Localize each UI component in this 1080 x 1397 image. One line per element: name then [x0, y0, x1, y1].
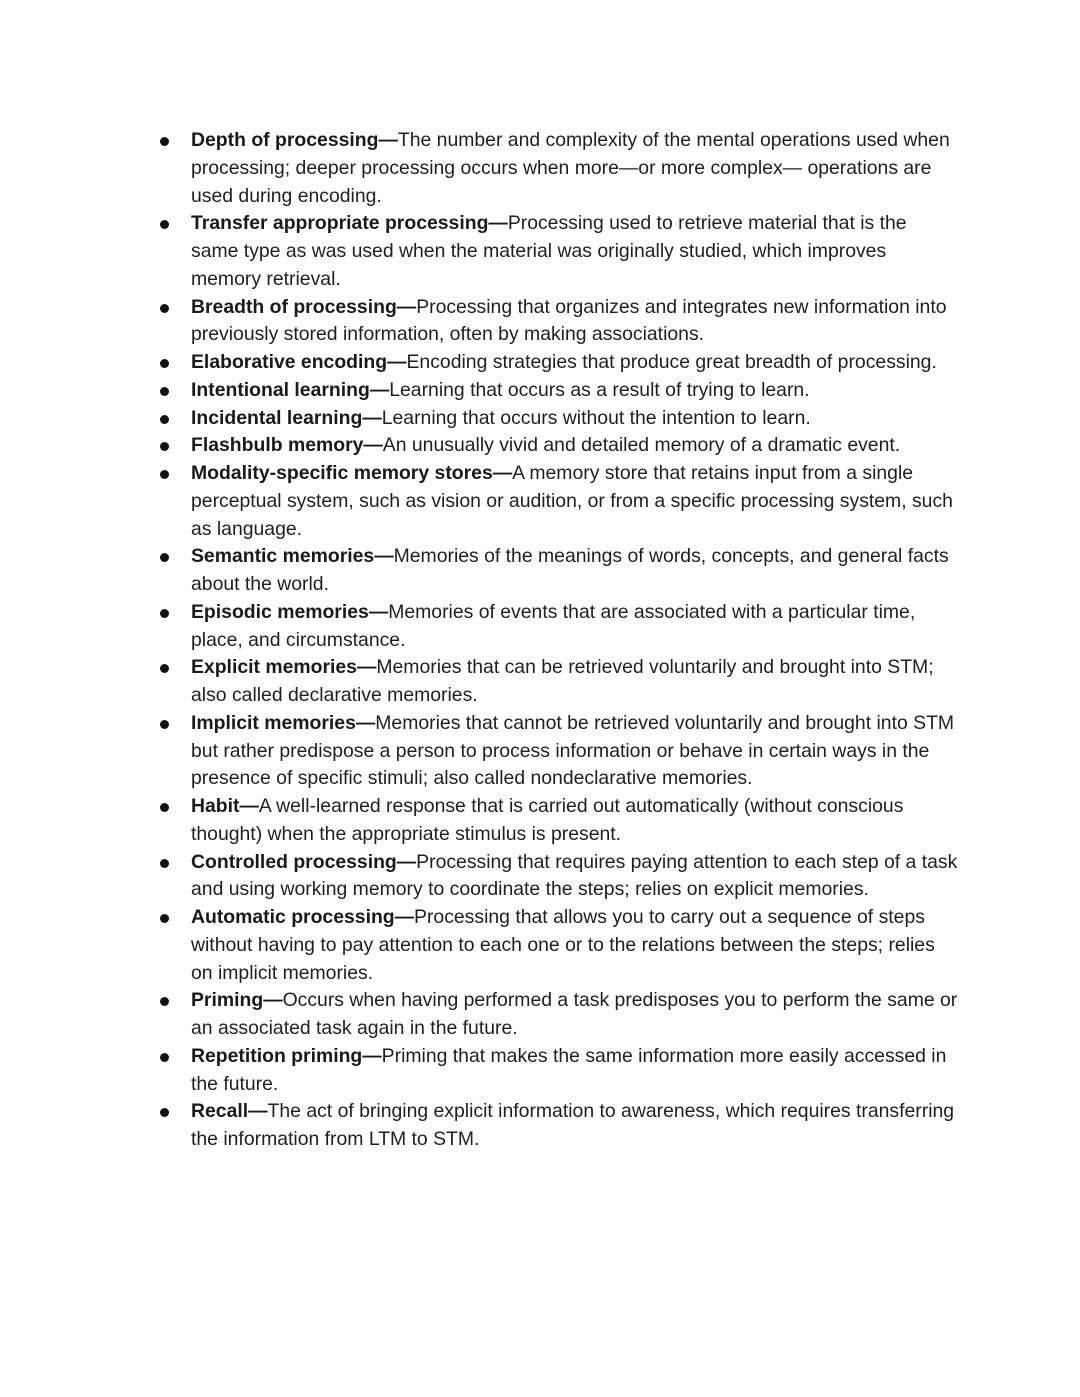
list-item — [191, 987, 959, 1043]
list-item — [191, 904, 959, 987]
definition: Processing that allows you to carry out a sequence of steps without having to pay attention to each one or to the relations between the steps; relies on implicit memories. — [191, 906, 935, 984]
list-item — [191, 599, 959, 655]
term-separator: — — [378, 129, 398, 151]
term-separator: — — [362, 1044, 382, 1067]
definition: Memories of events that are associated with a particular time, place, and circumstance. — [191, 600, 916, 651]
definition: Priming that makes the same information more easily accessed in the future. — [191, 1044, 947, 1095]
definition: Learning that occurs as a result of trying to learn. — [389, 378, 810, 401]
term: Elaborative encoding — [191, 351, 388, 373]
term: Automatic processing — [191, 906, 395, 928]
term: Intentional learning — [191, 378, 370, 401]
term-separator: — — [488, 212, 508, 235]
term: Episodic memories — [191, 600, 369, 623]
bullet-icon — [160, 803, 169, 812]
definition: A well-learned response that is carried out automatically (without conscious thought) when the appropriate stimulus is present. — [191, 795, 904, 845]
bullet-icon — [160, 914, 169, 923]
term-separator: — — [492, 462, 513, 484]
definition: Processing that organizes and integrates new information into previously stored information, often by making associations. — [191, 295, 947, 346]
term-separator: — — [368, 600, 389, 623]
term-separator: — — [362, 406, 382, 429]
list-item — [191, 1098, 959, 1154]
term-separator: — — [355, 711, 376, 734]
term: Modality-specific memory stores — [191, 462, 493, 484]
list-item — [191, 405, 959, 433]
term: Implicit memories — [191, 711, 356, 734]
term-separator: — — [396, 295, 417, 318]
definition: Memories that cannot be retrieved voluntarily and brought into STM but rather predispose a person to process information or behave in certain ways in the presence of specific stimuli; also called nondeclarative memories. — [191, 711, 955, 790]
list-item — [191, 127, 959, 210]
bullet-icon — [160, 553, 169, 562]
definition: The number and complexity of the mental operations used when processing; deeper processing occurs when more—or more complex— operations are used during encoding. — [191, 129, 950, 207]
term: Habit — [191, 795, 240, 817]
term: Incidental learning — [191, 406, 363, 429]
term: Depth of processing — [191, 129, 379, 151]
term: Semantic memories — [191, 545, 375, 568]
bullet-icon — [160, 304, 169, 313]
bullet-icon — [160, 664, 169, 673]
term: Flashbulb memory — [191, 434, 364, 457]
term-separator: — — [263, 989, 283, 1012]
term-separator: — — [248, 1100, 268, 1123]
glossary-list — [191, 127, 959, 1154]
bullet-icon — [160, 137, 169, 146]
definition: Occurs when having performed a task predisposes you to perform the same or an associated task again in the future. — [191, 989, 958, 1039]
definition: An unusually vivid and detailed memory of a dramatic event. — [382, 434, 901, 457]
definition: Memories of the meanings of words, concepts, and general facts about the world. — [191, 545, 949, 595]
bullet-icon — [160, 1108, 169, 1117]
list-item — [191, 793, 959, 849]
bullet-icon — [160, 609, 169, 618]
definition: Memories that can be retrieved voluntarily and brought into STM; also called declarative memories. — [191, 656, 934, 706]
list-item — [191, 377, 959, 405]
bullet-icon — [160, 859, 169, 868]
term-separator: — — [356, 656, 377, 679]
bullet-icon — [160, 470, 169, 479]
list-item — [191, 460, 959, 543]
term-separator: — — [387, 351, 407, 373]
bullet-icon — [160, 415, 169, 424]
term: Breadth of processing — [191, 295, 397, 318]
term-separator: — — [396, 850, 417, 873]
bullet-icon — [160, 997, 169, 1006]
bullet-icon — [160, 359, 169, 368]
list-item — [191, 349, 959, 377]
term: Repetition priming — [191, 1044, 363, 1067]
list-item — [191, 543, 959, 599]
bullet-icon — [160, 442, 169, 451]
list-item — [191, 654, 959, 710]
definition: Processing used to retrieve material that is the same type as was used when the material was originally studied, which improves memory retrieval. — [191, 212, 907, 290]
term: Explicit memories — [191, 656, 357, 679]
term-separator: — — [374, 545, 394, 568]
term-separator: — — [394, 906, 415, 928]
term: Transfer appropriate processing — [191, 212, 489, 235]
list-item — [191, 710, 959, 793]
list-item — [191, 1043, 959, 1099]
definition: Processing that requires paying attention to each step of a task and using working memory to coordinate the steps; relies on explicit memories. — [191, 850, 958, 901]
definition: Learning that occurs without the intention to learn. — [381, 406, 811, 429]
definition: A memory store that retains input from a single perceptual system, such as vision or audition, or from a specific processing system, such as language. — [191, 462, 953, 540]
term-separator: — — [369, 378, 390, 401]
bullet-icon — [160, 720, 169, 729]
definition: Encoding strategies that produce great breadth of processing. — [406, 351, 937, 373]
list-item — [191, 432, 959, 460]
bullet-icon — [160, 1053, 169, 1062]
list-item — [191, 210, 959, 293]
list-item — [191, 849, 959, 905]
bullet-icon — [160, 387, 169, 396]
definition: The act of bringing explicit information to awareness, which requires transferring the information from LTM to STM. — [191, 1100, 955, 1150]
term: Controlled processing — [191, 850, 397, 873]
list-item — [191, 294, 959, 350]
bullet-icon — [160, 220, 169, 229]
term-separator: — — [363, 434, 383, 457]
term: Priming — [191, 989, 264, 1012]
term: Recall — [191, 1100, 249, 1123]
term-separator: — — [239, 795, 259, 817]
